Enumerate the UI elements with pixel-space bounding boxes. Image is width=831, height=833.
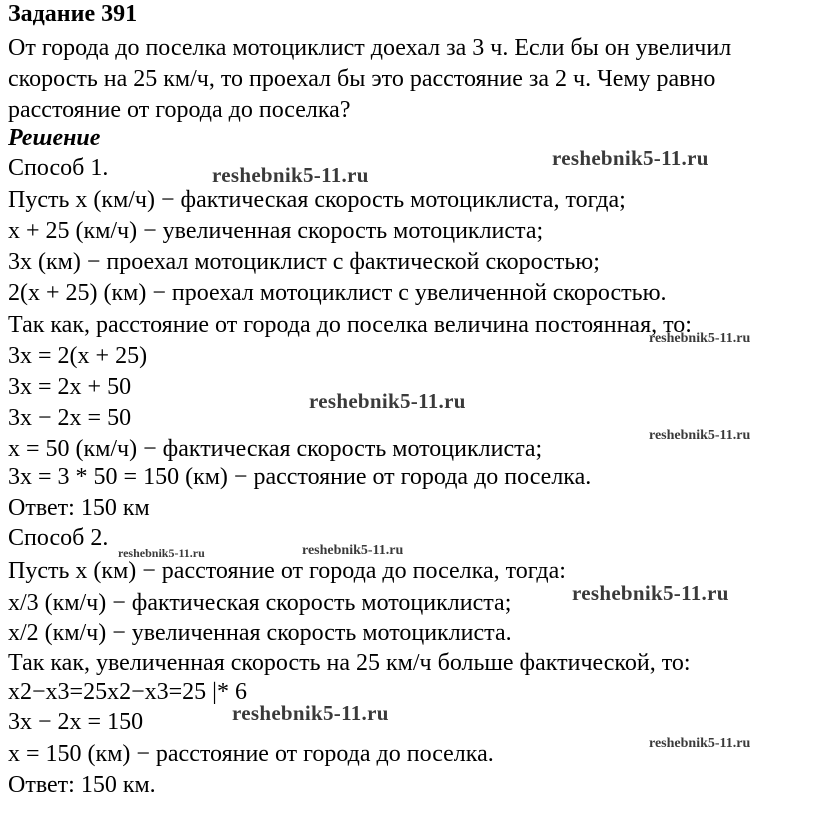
method2-line: Так как, увеличенная скорость на 25 км/ч больше фактической, то:	[8, 650, 691, 676]
method2-line: х = 150 (км) − расстояние от города до поселка.	[8, 741, 494, 767]
watermark: reshebnik5-11.ru	[572, 581, 729, 605]
method2-line: х/2 (км/ч) − увеличенная скорость мотоциклиста.	[8, 620, 512, 646]
problem-line-2: скорость на 25 км/ч, то проехал бы это расстояние за 2 ч. Чему равно	[8, 66, 716, 92]
method1-answer: Ответ: 150 км	[8, 495, 150, 521]
watermark: reshebnik5-11.ru	[552, 146, 709, 170]
problem-line-1: От города до поселка мотоциклист доехал за 3 ч. Если бы он увеличил	[8, 35, 732, 61]
method2-equation: x2−x3=25x2−x3=25 |* 6	[8, 679, 247, 705]
problem-line-3: расстояние от города до поселка?	[8, 97, 351, 123]
method1-title: Способ 1.	[8, 155, 109, 181]
method1-line: Пусть х (км/ч) − фактическая скорость мотоциклиста, тогда;	[8, 187, 626, 213]
method1-line: Так как, расстояние от города до поселка величина постоянная, то:	[8, 312, 692, 338]
method1-line: х = 50 (км/ч) − фактическая скорость мотоциклиста;	[8, 436, 543, 462]
task-title: Задание 391	[8, 1, 138, 27]
watermark: reshebnik5-11.ru	[309, 389, 466, 413]
watermark: reshebnik5-11.ru	[649, 736, 751, 751]
method2-line: х/3 (км/ч) − фактическая скорость мотоциклиста;	[8, 590, 512, 616]
method2-title: Способ 2.	[8, 525, 109, 551]
method2-line: Пусть х (км) − расстояние от города до поселка, тогда:	[8, 558, 566, 584]
watermark: reshebnik5-11.ru	[649, 331, 751, 346]
method1-equation: 3х − 2х = 50	[8, 405, 132, 431]
watermark: reshebnik5-11.ru	[649, 428, 751, 443]
method1-line: 3х (км) − проехал мотоциклист с фактической скоростью;	[8, 249, 600, 275]
method1-equation: 3х = 2(х + 25)	[8, 343, 148, 369]
watermark: reshebnik5-11.ru	[212, 163, 369, 187]
method1-equation: 3х = 2х + 50	[8, 374, 132, 400]
method2-equation: 3х − 2х = 150	[8, 709, 144, 735]
solution-heading: Решение	[8, 125, 101, 151]
method1-line: х + 25 (км/ч) − увеличенная скорость мотоциклиста;	[8, 218, 544, 244]
method2-answer: Ответ: 150 км.	[8, 772, 156, 798]
watermark: reshebnik5-11.ru	[118, 546, 205, 560]
watermark: reshebnik5-11.ru	[232, 701, 389, 725]
watermark: reshebnik5-11.ru	[302, 543, 404, 558]
method1-line: 3х = 3 * 50 = 150 (км) − расстояние от города до поселка.	[8, 464, 592, 490]
method1-line: 2(х + 25) (км) − проехал мотоциклист с увеличенной скоростью.	[8, 280, 667, 306]
